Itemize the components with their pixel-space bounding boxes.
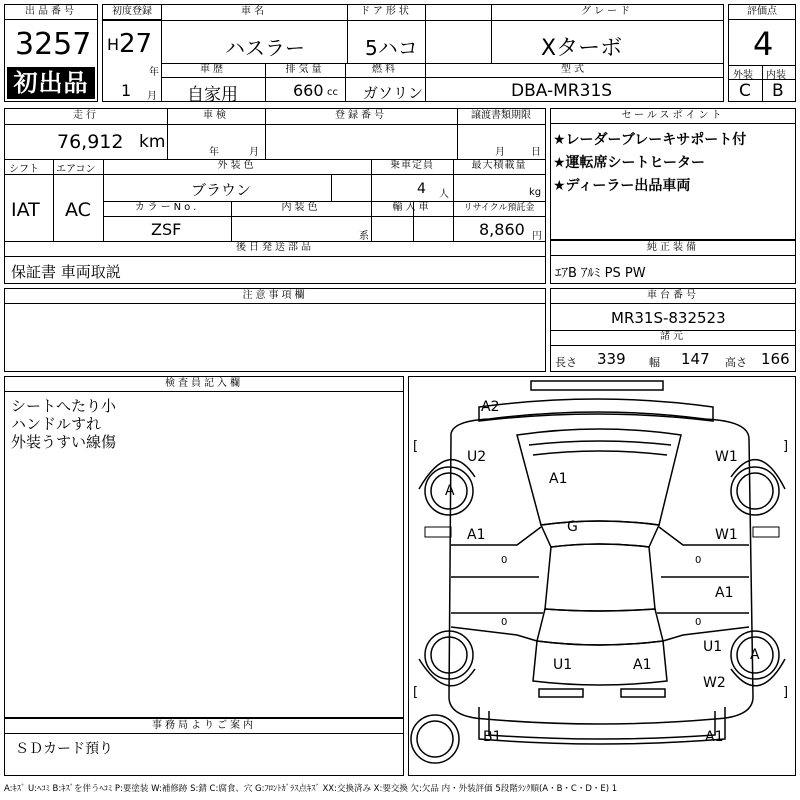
mileage: 76,912 bbox=[57, 131, 124, 153]
mark-a1-rear-center: A1 bbox=[633, 657, 652, 673]
first-listing-badge: 初出品 bbox=[7, 67, 95, 99]
inspector-line: ハンドルすれ bbox=[11, 415, 102, 433]
mark-b1-rear-bumper: B1 bbox=[483, 729, 502, 745]
zero-mark: 0 bbox=[501, 555, 508, 566]
mark-a1-hood: A1 bbox=[549, 471, 568, 487]
mark-g-windshield: G bbox=[567, 519, 578, 535]
inspector-line: シートへたり小 bbox=[11, 397, 117, 415]
inspection-label: 車検 bbox=[203, 110, 229, 121]
capacity-unit: 人 bbox=[439, 189, 449, 200]
car-name: ハスラー bbox=[225, 36, 305, 60]
transfer-label: 譲渡書類期限 bbox=[471, 110, 531, 121]
lot-number-box bbox=[4, 4, 98, 102]
car-outline-svg bbox=[409, 377, 795, 775]
inspection-month-unit: 月 bbox=[249, 147, 259, 158]
capacity-label: 乗車定員 bbox=[390, 160, 434, 171]
mark-a1-front-door-left: A1 bbox=[467, 527, 486, 543]
max-load-label: 最大積載量 bbox=[471, 160, 527, 171]
mark-a-wheel-rear-right: A bbox=[750, 647, 760, 663]
later-parts-label: 後日発送部品 bbox=[236, 242, 314, 253]
exterior-grade-label: 外装 bbox=[733, 70, 753, 81]
length: 339 bbox=[597, 350, 626, 368]
genuine-equipment-box bbox=[550, 240, 796, 284]
score-box bbox=[728, 4, 796, 102]
reg-year: 27 bbox=[119, 29, 153, 59]
grade-label: グレード bbox=[581, 6, 633, 17]
office-label: 事務局よりご案内 bbox=[5, 719, 403, 734]
lot-number-label: 出品番号 bbox=[5, 5, 97, 20]
chassis-number: MR31S-832523 bbox=[611, 309, 726, 327]
recycle: 8,860 bbox=[479, 220, 525, 239]
import-label: 輸入車 bbox=[392, 202, 432, 213]
sales-points-box bbox=[550, 108, 796, 240]
mileage-label: 走行 bbox=[73, 110, 99, 121]
bracket-left-rear: [ bbox=[413, 685, 419, 700]
office-box bbox=[4, 718, 404, 776]
mark-a1-rear-bumper-right: A1 bbox=[705, 729, 724, 745]
color-no: ZSF bbox=[151, 220, 182, 239]
fuel: ガソリン bbox=[363, 84, 424, 102]
bracket-right-front: ] bbox=[783, 439, 789, 454]
height-label: 高さ bbox=[725, 356, 747, 369]
score-label: 評価点 bbox=[729, 5, 795, 20]
recycle-unit: 円 bbox=[532, 231, 542, 242]
first-reg-label: 初度登録 bbox=[103, 5, 161, 20]
genuine-equipment-label: 純正装備 bbox=[551, 241, 795, 256]
shift-label: シフト bbox=[9, 164, 39, 175]
recycle-label: リサイクル預託金 bbox=[463, 203, 535, 213]
mark-a2-front: A2 bbox=[481, 399, 500, 415]
dims-label: 諸元 bbox=[660, 331, 686, 342]
model: DBA-MR31S bbox=[511, 81, 613, 101]
mark-w2-rear-right: W2 bbox=[703, 675, 726, 691]
header-grid bbox=[102, 4, 724, 105]
shift: IAT bbox=[11, 199, 40, 221]
score: 4 bbox=[753, 25, 774, 63]
notes-label: 注意事項欄 bbox=[5, 289, 545, 304]
mark-a1-rear-door-right: A1 bbox=[715, 585, 734, 601]
ac-label: エアコン bbox=[56, 164, 96, 175]
sales-point: ★運転席シートヒーター bbox=[553, 155, 705, 171]
inspector-label: 検査員記入欄 bbox=[5, 377, 403, 392]
genuine-equipment: ｴｱB ｱﾙﾐ PS PW bbox=[555, 266, 646, 281]
width-label: 幅 bbox=[649, 356, 660, 369]
displacement-unit: cc bbox=[327, 87, 338, 98]
height: 166 bbox=[761, 350, 790, 368]
reg-month: 1 bbox=[121, 81, 132, 100]
mark-a-wheel-front-left: A bbox=[445, 483, 455, 499]
width: 147 bbox=[681, 350, 710, 368]
transfer-month-unit: 月 bbox=[495, 147, 505, 158]
notes-box bbox=[4, 288, 546, 372]
length-label: 長さ bbox=[555, 356, 577, 369]
month-unit: 月 bbox=[147, 91, 157, 102]
sales-point: ★レーダーブレーキサポート付 bbox=[553, 132, 747, 148]
inspection-year-unit: 年 bbox=[209, 147, 219, 158]
color-no-label: カラーNo. bbox=[134, 202, 200, 213]
grade: Xターボ bbox=[541, 36, 623, 61]
office-note: ＳＤカード預り bbox=[15, 741, 113, 757]
bracket-right-rear: ] bbox=[783, 685, 789, 700]
chassis-box bbox=[550, 288, 796, 372]
mileage-unit: km bbox=[139, 132, 166, 152]
history-label: 車歴 bbox=[200, 64, 226, 75]
exterior-grade: C bbox=[739, 81, 751, 101]
interior-color-unit: 系 bbox=[359, 231, 369, 242]
mark-u1-rear-right: U1 bbox=[703, 639, 723, 655]
displacement: 660 bbox=[293, 81, 324, 100]
zero-mark: 0 bbox=[695, 617, 702, 628]
inspector-box bbox=[4, 376, 404, 718]
lot-number: 3257 bbox=[15, 27, 92, 62]
interior-color-label: 内装色 bbox=[281, 202, 321, 213]
mark-u1-rear-center: U1 bbox=[553, 657, 573, 673]
zero-mark: 0 bbox=[501, 617, 508, 628]
reg-no-label: 登録番号 bbox=[335, 110, 387, 121]
capacity: 4 bbox=[417, 181, 426, 197]
era: H bbox=[107, 35, 120, 54]
history: 自家用 bbox=[187, 85, 238, 105]
zero-mark: 0 bbox=[695, 555, 702, 566]
interior-grade: B bbox=[772, 81, 784, 101]
car-name-label: 車名 bbox=[241, 6, 267, 17]
vehicle-info-grid bbox=[4, 108, 546, 284]
damage-diagram bbox=[408, 376, 796, 776]
model-label: 型式 bbox=[561, 64, 587, 75]
legend: A:ｷｽﾞ U:ﾍｺﾐ B:ｷｽﾞを伴うﾍｺﾐ P:要塗装 W:補修跡 S:錆 C:腐食、穴 G:ﾌﾛﾝﾄｶﾞﾗｽ点ｷｽﾞ XX:交換済み X:要交換 欠:欠品 内・外装評価 5段階ﾗﾝｸ順(A・B・C・D・E) 1 bbox=[4, 784, 618, 794]
mark-u2-front-left: U2 bbox=[467, 449, 487, 465]
displacement-label: 排気量 bbox=[285, 64, 325, 75]
mark-w1-front-door-right: W1 bbox=[715, 527, 738, 543]
sales-point: ★ディーラー出品車両 bbox=[553, 178, 691, 194]
exterior-color-label: 外装色 bbox=[217, 160, 257, 171]
sales-points-label: セールスポイント bbox=[551, 109, 795, 124]
fuel-label: 燃料 bbox=[372, 64, 398, 75]
door-label: ドア形状 bbox=[360, 6, 412, 17]
later-parts: 保証書 車両取説 bbox=[11, 263, 121, 281]
exterior-color: ブラウン bbox=[191, 181, 252, 199]
mark-w1-front-right: W1 bbox=[715, 449, 738, 465]
transfer-day-unit: 日 bbox=[531, 147, 541, 158]
bracket-left-front: [ bbox=[413, 439, 419, 454]
interior-grade-label: 内装 bbox=[766, 70, 786, 81]
ac: AC bbox=[65, 199, 91, 221]
inspector-line: 外装うすい線傷 bbox=[11, 433, 117, 451]
chassis-label: 車台番号 bbox=[551, 289, 795, 304]
door-type: 5ハコ bbox=[365, 36, 418, 60]
max-load-unit: kg bbox=[529, 187, 542, 198]
year-unit: 年 bbox=[149, 67, 159, 78]
